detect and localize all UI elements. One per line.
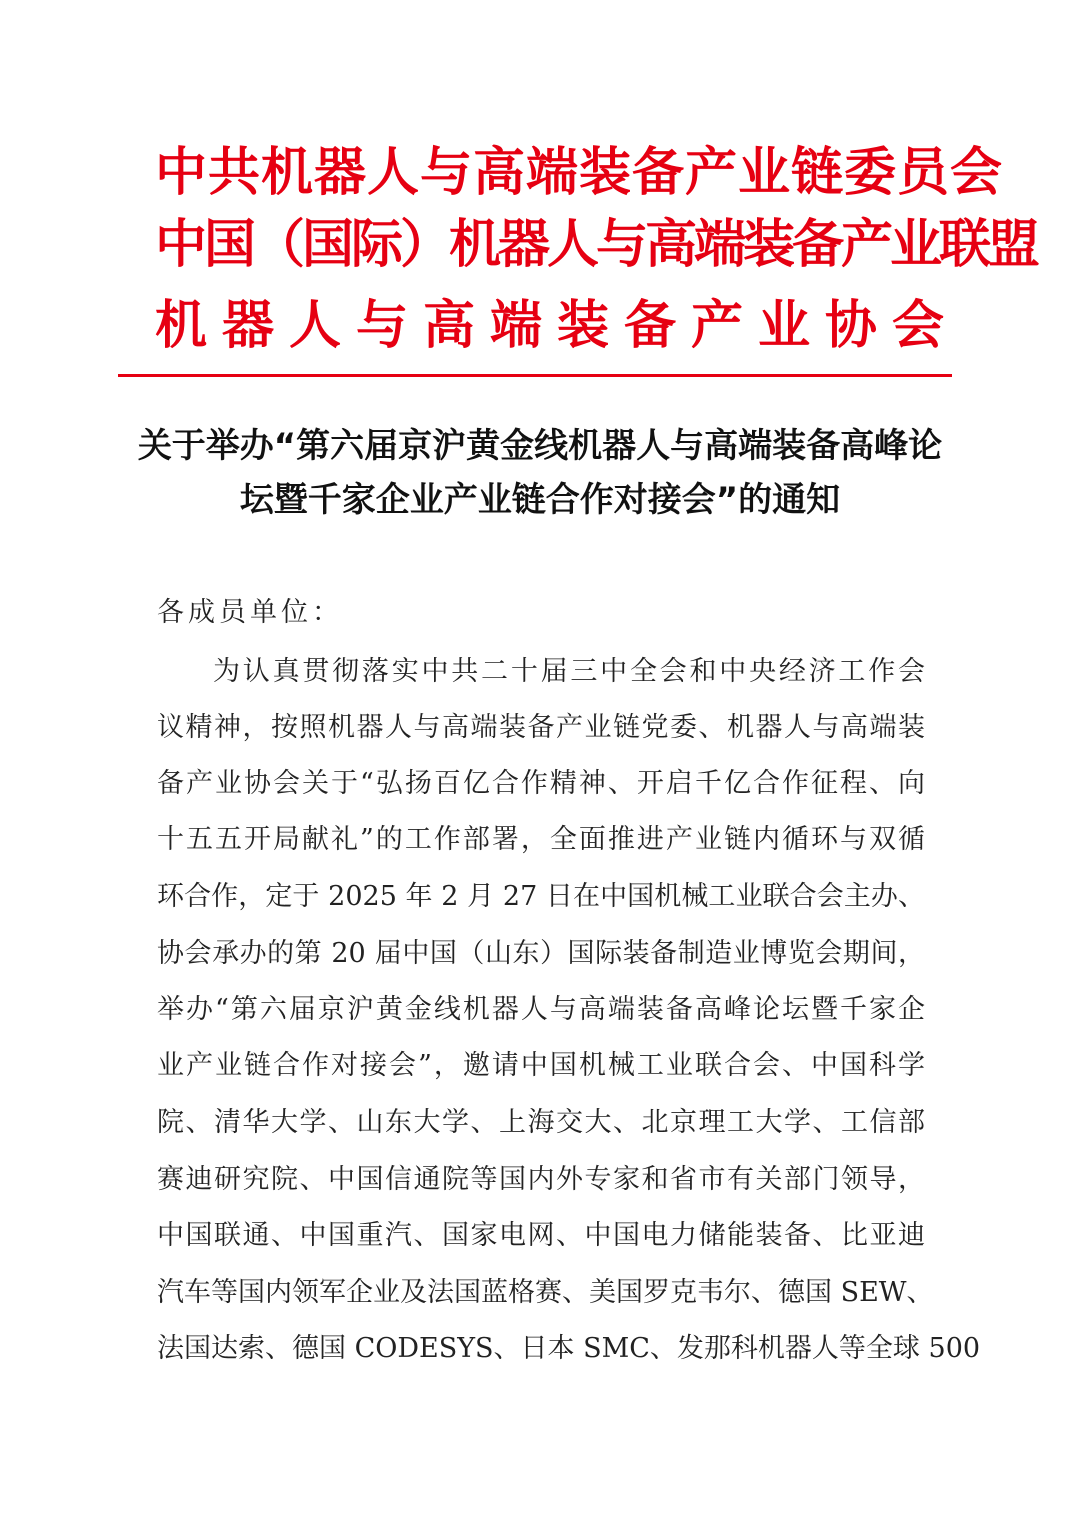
body-line-10: 赛迪研究院、中国信通院等国内外专家和省市有关部门领导， [157, 1164, 925, 1195]
body-line-2: 议精神，按照机器人与高端装备产业链党委、机器人与高端装 [157, 712, 925, 743]
body-line-7: 举办“第六届京沪黄金线机器人与高端装备高峰论坛暨千家企 [157, 994, 925, 1025]
letterhead-org-line-1: 中共机器人与高端装备产业链委员会 [155, 143, 1004, 203]
notice-title-line-2: 坛暨千家企业产业链合作对接会”的通知 [239, 480, 841, 520]
letterhead-divider [118, 374, 952, 377]
body-line-5: 环合作，定于 2025 年 2 月 27 日在中国机械工业联合会主办、 [157, 881, 925, 912]
body-line-6: 协会承办的第 20 届中国（山东）国际装备制造业博览会期间， [157, 938, 925, 969]
body-line-11: 中国联通、中国重汽、国家电网、中国电力储能装备、比亚迪 [157, 1220, 925, 1251]
notice-title-line-1: 关于举办“第六届京沪黄金线机器人与高端装备高峰论 [137, 426, 943, 466]
body-line-9: 院、清华大学、山东大学、上海交大、北京理工大学、工信部 [157, 1107, 925, 1138]
body-line-12: 汽车等国内领军企业及法国蓝格赛、美国罗克韦尔、德国 SEW、 [157, 1277, 934, 1308]
body-line-3: 备产业协会关于“弘扬百亿合作精神、开启千亿合作征程、向 [157, 768, 925, 799]
letterhead-org-line-3: 机器人与高端装备产业协会 [155, 296, 960, 356]
body-line-8: 业产业链合作对接会”，邀请中国机械工业联合会、中国科学 [157, 1050, 925, 1081]
body-line-13: 法国达索、德国 CODESYS、日本 SMC、发那科机器人等全球 500 [157, 1333, 981, 1364]
salutation: 各成员单位： [157, 597, 343, 628]
body-line-1: 为认真贯彻落实中共二十届三中全会和中央经济工作会 [213, 656, 925, 687]
letterhead-org-line-2: 中国（国际）机器人与高端装备产业联盟 [155, 215, 1038, 275]
body-line-4: 十五五开局献礼”的工作部署，全面推进产业链内循环与双循 [157, 824, 925, 855]
